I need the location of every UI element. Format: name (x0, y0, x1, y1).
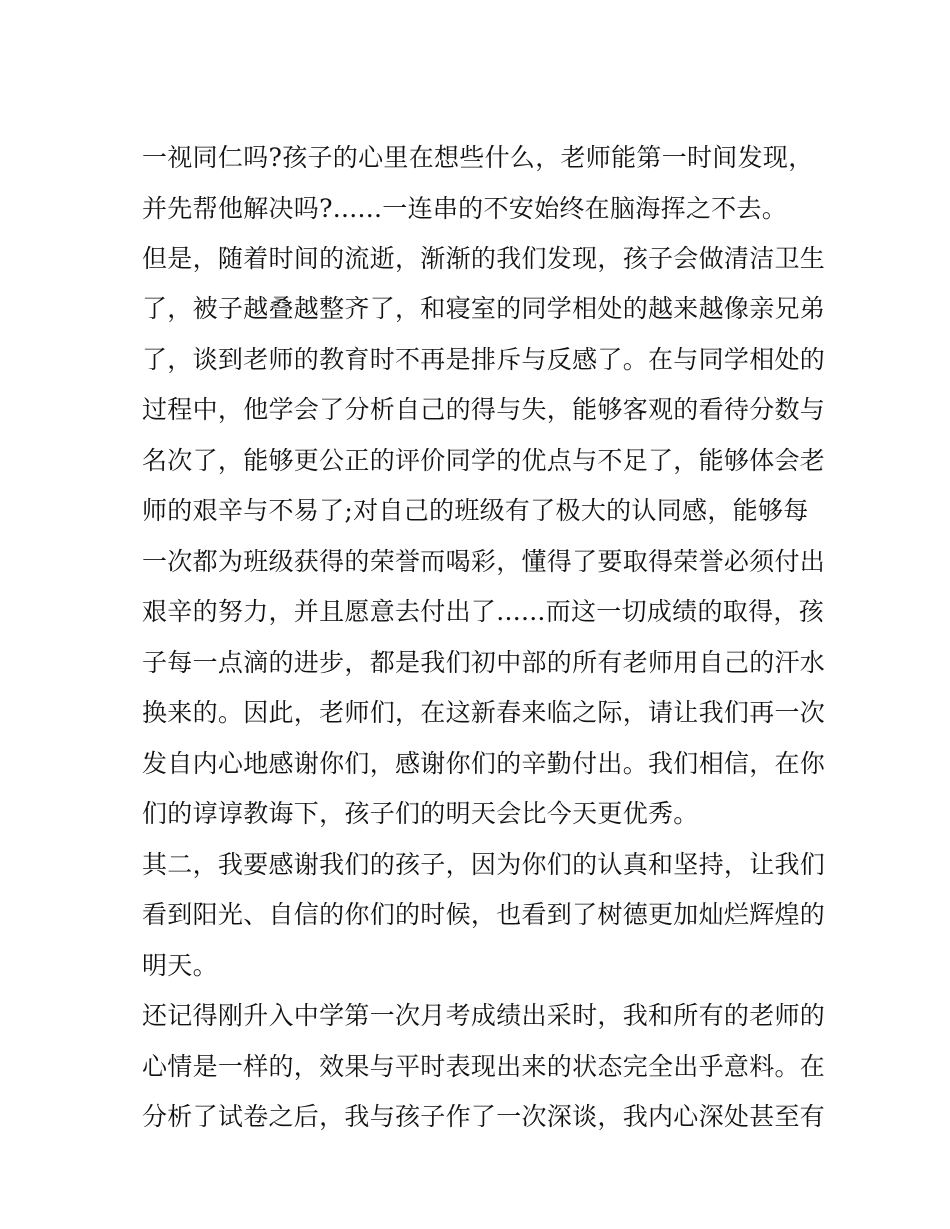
text-line: 明天。 (142, 951, 218, 980)
text-line: 了，被子越叠越整齐了，和寝室的同学相处的越来越像亲兄弟 (142, 294, 826, 323)
text-line: 一视同仁吗?孩子的心里在想些什么，老师能第一时间发现， (142, 143, 814, 172)
text-line: 分析了试卷之后，我与孩子作了一次深谈，我内心深处甚至有 (142, 1102, 826, 1131)
text-line: 发自内心地感谢你们，感谢你们的辛勤付出。我们相信，在你 (142, 749, 826, 778)
text-line: 们的谆谆教诲下，孩子们的明天会比今天更优秀。 (142, 799, 699, 828)
text-line: 过程中，他学会了分析自己的得与失，能够客观的看待分数与 (142, 395, 826, 424)
text-line: 但是，随着时间的流逝，渐渐的我们发现，孩子会做清洁卫生 (142, 244, 826, 273)
text-line: 名次了，能够更公正的评价同学的优点与不足了，能够体会老 (142, 446, 826, 475)
text-line: 看到阳光、自信的你们的时候，也看到了树德更加灿烂辉煌的 (142, 900, 826, 929)
text-line: 一次都为班级获得的荣誉而喝彩，懂得了要取得荣誉必须付出 (142, 547, 826, 576)
text-line: 子每一点滴的进步，都是我们初中部的所有老师用自己的汗水 (142, 648, 826, 677)
text-line: 师的艰辛与不易了;对自己的班级有了极大的认同感，能够每 (142, 496, 809, 525)
text-line: 还记得刚升入中学第一次月考成绩出采时，我和所有的老师的 (142, 1001, 826, 1030)
text-line: 艰辛的努力，并且愿意去付出了......而这一切成绩的取得，孩 (142, 597, 824, 626)
text-line: 其二，我要感谢我们的孩子，因为你们的认真和坚持，让我们 (142, 850, 826, 879)
text-line: 换来的。因此，老师们，在这新春来临之际，请让我们再一次 (142, 698, 826, 727)
text-line: 心情是一样的，效果与平时表现出来的状态完全出乎意料。在 (142, 1052, 826, 1081)
text-line: 并先帮他解决吗?......一连串的不安始终在脑海挥之不去。 (142, 194, 788, 223)
text-line: 了，谈到老师的教育时不再是排斥与反感了。在与同学相处的 (142, 345, 826, 374)
